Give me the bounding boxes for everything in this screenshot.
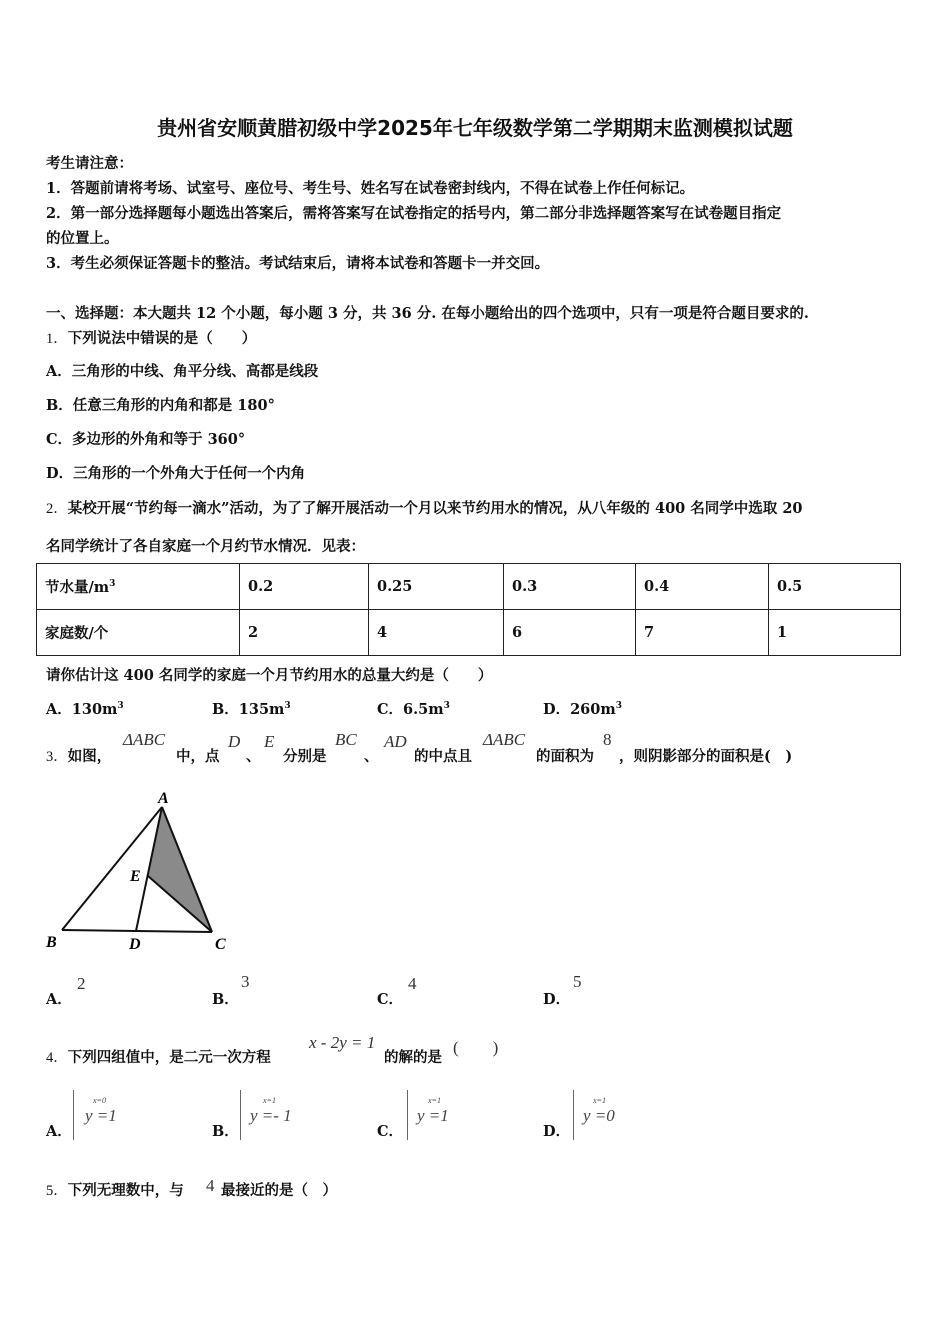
q4-option-b-label: B． — [212, 1123, 239, 1140]
system-top: x=1 — [263, 1096, 276, 1105]
system-bottom: y =0 — [583, 1106, 615, 1125]
page-title: 贵州省安顺黄腊初级中学2025年七年级数学第二学期期末监测模拟试题 — [157, 116, 793, 140]
q3-option-c-label: C． — [377, 991, 404, 1008]
table-cell: 7 — [636, 610, 769, 656]
math-d: D — [228, 732, 241, 751]
q3-option-a-value: 2 — [77, 974, 86, 993]
q4-option-d-label: D． — [543, 1123, 571, 1140]
table-cell: 6 — [504, 610, 636, 656]
label-c: C — [215, 936, 226, 953]
q1-option-d: D．三角形的一个外角大于任何一个内角 — [46, 465, 306, 482]
math-triangle-abc: ΔABC — [483, 730, 526, 749]
table-cell: 0.4 — [636, 564, 769, 610]
table-cell: 0.3 — [504, 564, 636, 610]
brace-icon — [240, 1090, 243, 1140]
table-cell: 节水量$/m^3$ — [37, 564, 240, 610]
text-fragment: 、 — [364, 748, 379, 765]
math-bc: BC — [335, 730, 357, 749]
notice-heading: 考生请注意： — [46, 155, 133, 172]
q2-option-d: D．$260m^3$ — [543, 701, 622, 718]
math-triangle-abc: ΔABC — [123, 730, 166, 749]
text-fragment: 的面积为 — [536, 748, 594, 765]
text-fragment: 分别是 — [283, 748, 327, 765]
notice-item: 2．第一部分选择题每小题选出答案后，需将答案写在试卷指定的括号内，第二部分非选择题答案写在试卷题目指定 — [46, 205, 782, 222]
q2-option-b: B．$135m^3$ — [212, 701, 291, 718]
question-stem-cont: 名同学统计了各自家庭一个月约节水情况．见表： — [46, 538, 365, 555]
q3-option-d-value: 5 — [573, 972, 582, 991]
table-cell: 2 — [240, 610, 369, 656]
question-number: 2． — [46, 501, 68, 517]
question-stem: 下列说法中错误的是（ ） — [67, 330, 257, 347]
text-fragment: 、 — [246, 748, 261, 765]
system-bottom: y =1 — [417, 1106, 449, 1125]
table-cell: 0.2 — [240, 564, 369, 610]
question-stem: 某校开展“节约每一滴水”活动，为了了解开展活动一个月以来节约用水的情况，从八年级的 400 名同学中选取 20 — [67, 500, 803, 517]
question-4: 4．下列四组值中，是二元一次方程 — [46, 1049, 271, 1066]
math-equation: x - 2y = 1 — [309, 1033, 376, 1052]
table-cell: 4 — [369, 610, 504, 656]
text-fragment: 最接近的是（ ） — [221, 1182, 337, 1199]
math-e: E — [264, 732, 275, 751]
brace-icon — [73, 1090, 76, 1140]
text-fragment: 的中点且 — [414, 748, 472, 765]
brace-icon — [407, 1090, 410, 1140]
system-top: x=0 — [93, 1096, 106, 1105]
q3-option-c-value: 4 — [408, 974, 417, 993]
section-heading: 一、选择题：本大题共 12 个小题，每小题 3 分，共 36 分. 在每小题给出的四个选项中，只有一项是符合题目要求的. — [46, 305, 809, 322]
q3-option-b-label: B． — [212, 991, 239, 1008]
q3-option-d-label: D． — [543, 991, 571, 1008]
table-cell: 家庭数/个 — [37, 610, 240, 656]
question-1 — [46, 327, 256, 348]
question-number: 1． — [46, 331, 68, 347]
q3-option-b-value: 3 — [241, 972, 250, 991]
notice-item: 的位置上。 — [46, 230, 119, 247]
system-top: x=1 — [428, 1096, 441, 1105]
table-cell: 1 — [769, 610, 901, 656]
triangle-figure — [40, 785, 240, 955]
system-top: x=1 — [593, 1096, 606, 1105]
brace-icon — [573, 1090, 576, 1140]
label-b: B — [46, 934, 57, 951]
table-row — [37, 610, 901, 656]
q2-option-a: A．$130m^3$ — [46, 701, 124, 718]
question-3: 3．如图， — [46, 748, 112, 765]
system-bottom: y =- 1 — [250, 1106, 292, 1125]
q4-option-a-label: A． — [46, 1123, 72, 1140]
label-a: A — [158, 790, 169, 807]
text-fragment: 中，点 — [176, 748, 220, 765]
math-four: 4 — [206, 1176, 215, 1195]
water-table — [36, 563, 901, 656]
math-ad: AD — [384, 732, 407, 751]
q1-option-a: A．三角形的中线、角平分线、高都是线段 — [46, 363, 319, 380]
table-row — [37, 564, 901, 610]
label-d: D — [129, 936, 141, 953]
q2-option-c: C．$6.5m^3$ — [377, 701, 450, 718]
q4-option-c-label: C． — [377, 1123, 404, 1140]
text-fragment: ，则阴影部分的面积是( ) — [619, 748, 793, 765]
question-5: 5．下列无理数中，与 — [46, 1182, 184, 1199]
system-bottom: y =1 — [85, 1106, 117, 1125]
question-2 — [46, 497, 803, 518]
answer-paren: ( ) — [453, 1038, 499, 1057]
notice-item: 1．答题前请将考场、试室号、座位号、考生号、姓名写在试卷密封线内，不得在试卷上作任何标记。 — [46, 180, 695, 197]
q3-option-a-label: A． — [46, 991, 72, 1008]
q1-option-c: C．多边形的外角和等于 360° — [46, 431, 246, 448]
table-cell: 0.25 — [369, 564, 504, 610]
segment-ab — [62, 807, 162, 930]
notice-item: 3．考生必须保证答题卡的整洁。考试结束后，请将本试卷和答题卡一并交回。 — [46, 255, 550, 272]
label-e: E — [130, 868, 141, 885]
q1-option-b: B．任意三角形的内角和都是 180° — [46, 397, 275, 414]
question-2-ask: 请你估计这 400 名同学的家庭一个月节约用水的总量大约是（ ） — [46, 667, 493, 684]
text-fragment: 的解的是 — [384, 1049, 442, 1066]
table-cell: 0.5 — [769, 564, 901, 610]
math-eight: 8 — [603, 730, 612, 749]
